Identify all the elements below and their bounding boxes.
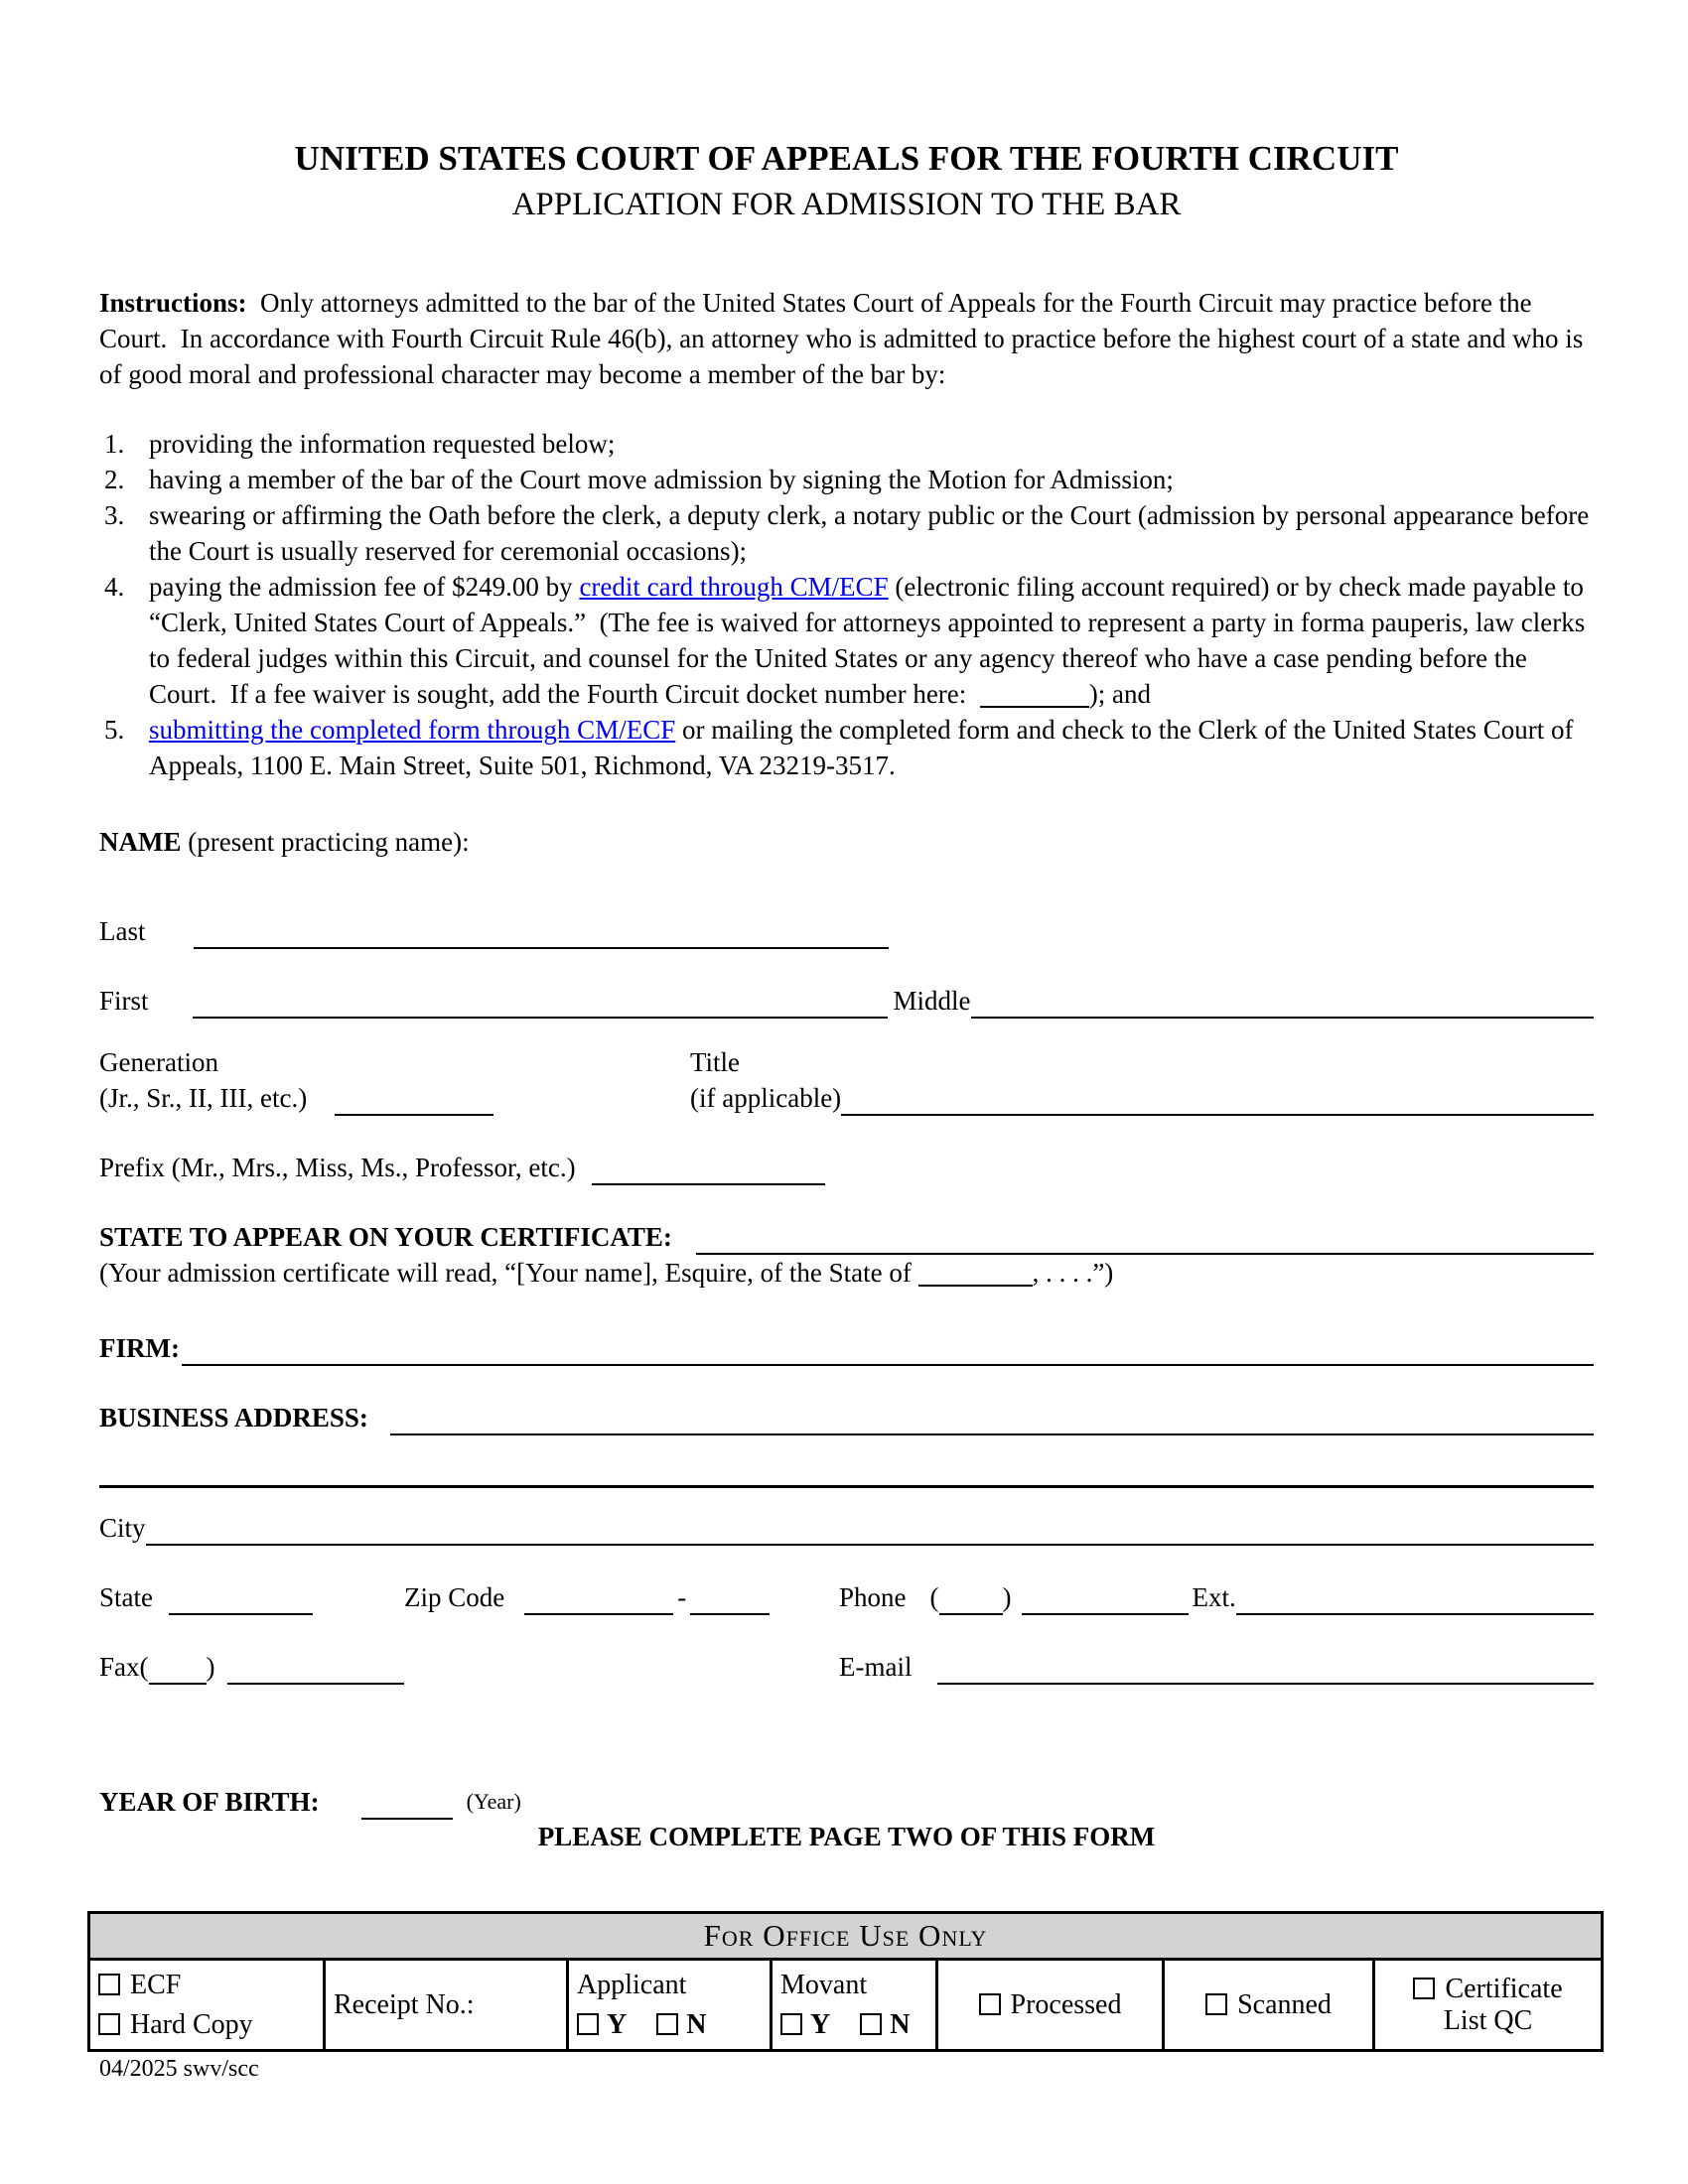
email-group — [839, 1649, 1594, 1685]
zip-label: Zip Code — [404, 1582, 505, 1612]
middle-name-label: Middle — [893, 986, 971, 1016]
business-address-row — [99, 1400, 1594, 1435]
zip-field-2[interactable] — [690, 1605, 770, 1615]
fax-email-row — [99, 1649, 1594, 1685]
step-3 — [99, 497, 1594, 569]
processed-checkbox[interactable] — [979, 1993, 1001, 2015]
generation-hint-row — [99, 1080, 690, 1116]
office-use-header: For Office Use Only — [89, 1913, 1603, 1960]
step-4-text-end: ); and — [1088, 679, 1152, 709]
year-hint: (Year) — [466, 1789, 521, 1814]
phone-field[interactable] — [1022, 1605, 1189, 1615]
movant-yn — [780, 2009, 927, 2041]
movant-y-checkbox[interactable] — [780, 2013, 802, 2035]
applicant-yn — [577, 2009, 762, 2041]
title-column — [690, 1044, 1594, 1116]
firm-row — [99, 1330, 1594, 1366]
ext-label: Ext. — [1192, 1582, 1236, 1612]
step-1-number: 1. — [104, 429, 125, 459]
year-of-birth-field[interactable] — [361, 1810, 453, 1820]
certificate-hint — [99, 1255, 1594, 1291]
generation-column — [99, 1044, 690, 1116]
hard-copy-label: Hard Copy — [130, 2008, 253, 2040]
last-name-row — [99, 913, 1594, 949]
list-qc-line: List QC — [1443, 2004, 1533, 2036]
receipt-no-cell — [325, 1960, 568, 2051]
state-zip-phone-row — [99, 1579, 1594, 1615]
first-name-label: First — [99, 986, 149, 1016]
zip-field-1[interactable] — [524, 1605, 673, 1615]
email-field[interactable] — [937, 1675, 1594, 1685]
fax-paren-open: ( — [139, 1652, 149, 1682]
ecf-label: ECF — [130, 1969, 182, 2000]
step-4-text-pre: paying the admission fee of $249.00 by — [149, 572, 580, 602]
step-2-number: 2. — [104, 465, 125, 494]
applicant-n-checkbox[interactable] — [656, 2013, 678, 2035]
state-zip-group — [99, 1579, 839, 1615]
certificate-label: Certificate — [1445, 1973, 1563, 2004]
fax-group — [99, 1649, 839, 1685]
state-label: State — [99, 1582, 153, 1612]
certificate-hint-pre: (Your admission certificate will read, “[Your name], Esquire, of the State of — [99, 1258, 918, 1288]
applicant-n-label: N — [686, 2008, 707, 2040]
cmecf-submit-form-link[interactable]: submitting the completed form through CM/ECF — [149, 715, 676, 745]
step-4 — [99, 569, 1594, 712]
phone-label: Phone — [839, 1582, 907, 1612]
certificate-line — [1383, 1974, 1593, 2005]
fax-field[interactable] — [227, 1675, 404, 1685]
generation-hint: (Jr., Sr., II, III, etc.) — [99, 1083, 308, 1113]
certificate-state-label: STATE TO APPEAR ON YOUR CERTIFICATE: — [99, 1222, 672, 1252]
phone-group — [839, 1579, 1594, 1615]
step-4-text — [149, 569, 1594, 712]
title-hint-row — [690, 1080, 1594, 1116]
movant-n-label: N — [890, 2008, 911, 2040]
fax-paren-close: ) — [206, 1652, 215, 1682]
year-of-birth-row — [99, 1784, 1594, 1820]
prefix-field[interactable] — [592, 1175, 825, 1185]
certificate-hint-post: , . . . .”) — [1032, 1258, 1114, 1288]
prefix-row — [99, 1150, 1594, 1185]
step-5 — [99, 712, 1594, 783]
step-2 — [99, 462, 1594, 497]
phone-paren-open: ( — [929, 1582, 939, 1612]
page-title: UNITED STATES COURT OF APPEALS FOR THE FOURTH CIRCUIT — [294, 139, 1399, 178]
business-address-field[interactable] — [390, 1426, 1594, 1435]
phone-paren-close: ) — [1002, 1582, 1012, 1612]
scanned-label: Scanned — [1237, 1988, 1332, 2020]
ecf-checkbox[interactable] — [98, 1974, 120, 1995]
generation-field[interactable] — [335, 1106, 493, 1116]
applicant-cell — [568, 1960, 772, 2051]
business-address-label: BUSINESS ADDRESS: — [99, 1403, 368, 1433]
instructions-body: Only attorneys admitted to the bar of the United States Court of Appeals for the Fourth Circuit may practice before the Court. In accordance with Fourth Circuit Rule 46(b), an attorney who is admitted to practice before the highest court of a state and who is of good moral and professional character may become a member of the bar by: — [99, 288, 1591, 389]
steps-list — [99, 426, 1594, 783]
step-5-text — [149, 712, 1594, 783]
middle-name-field[interactable] — [971, 1009, 1594, 1019]
first-name-field[interactable] — [193, 1009, 888, 1019]
movant-cell — [772, 1960, 937, 2051]
office-use-row — [89, 1960, 1603, 2051]
title-field[interactable] — [841, 1106, 1594, 1116]
scanned-cell — [1164, 1960, 1374, 2051]
page-subtitle: APPLICATION FOR ADMISSION TO THE BAR — [511, 187, 1182, 222]
certificate-state-field[interactable] — [696, 1245, 1594, 1255]
last-name-field[interactable] — [194, 939, 889, 949]
step-3-number: 3. — [104, 500, 125, 530]
step-1-text: providing the information requested below; — [149, 429, 616, 459]
fax-area-field[interactable] — [149, 1675, 207, 1685]
docket-number-field[interactable] — [980, 702, 1089, 708]
generation-label: Generation — [99, 1047, 218, 1077]
processed-cell — [937, 1960, 1164, 2051]
business-address-field-2[interactable] — [99, 1485, 1594, 1488]
movant-n-checkbox[interactable] — [860, 2013, 882, 2035]
state-field[interactable] — [169, 1605, 313, 1615]
step-2-text: having a member of the bar of the Court move admission by signing the Motion for Admission; — [149, 465, 1174, 494]
step-5-text-rest: or mailing the completed form and check to the Clerk of the United States Court of Appeals, 1100 E. Main Street, Suite 501, Richmond, VA 23219-3517. — [149, 715, 1579, 780]
name-section-heading — [99, 827, 1594, 858]
applicant-label: Applicant — [577, 1969, 687, 2000]
zip-dash: - — [677, 1582, 687, 1612]
title-label: Title — [690, 1047, 741, 1077]
ecf-option — [98, 1970, 315, 2001]
city-row — [99, 1510, 1594, 1546]
title-hint: (if applicable) — [690, 1083, 842, 1113]
certificate-list-qc-cell — [1374, 1960, 1603, 2051]
certificate-list-qc-checkbox[interactable] — [1413, 1978, 1435, 1999]
name-heading-rest: (present practicing name): — [181, 827, 470, 857]
name-heading-bold: NAME — [99, 827, 182, 857]
fax-label: Fax — [99, 1652, 140, 1682]
step-4-text-mid: (electronic filing account required) or by check made payable to “Clerk, United States Court of Appeals.” (The fee is waived for attorneys appointed to represent a party in forma pauperis, law clerks to federal judges within this Circuit, and counsel for the United States or any agency thereof who have a case pending before the Court. If a fee waiver is sought, add the Fourth Circuit docket number here: — [149, 572, 1593, 709]
hard-copy-checkbox[interactable] — [98, 2013, 120, 2035]
step-1 — [99, 426, 1594, 462]
applicant-y-label: Y — [607, 2008, 628, 2040]
first-middle-name-row — [99, 983, 1594, 1019]
cmecf-credit-card-link[interactable]: credit card through CM/ECF — [579, 572, 889, 602]
firm-field[interactable] — [182, 1356, 1594, 1366]
city-label: City — [99, 1513, 146, 1543]
ext-field[interactable] — [1236, 1605, 1594, 1615]
receipt-no-label: Receipt No.: — [334, 1988, 475, 2020]
generation-title-block — [99, 1044, 1594, 1116]
page-two-note: PLEASE COMPLETE PAGE TWO OF THIS FORM — [537, 1822, 1156, 1851]
step-3-text: swearing or affirming the Oath before the clerk, a deputy clerk, a notary public or the Court (admission by personal appearance before the Court is usually reserved for ceremonial occasions); — [149, 500, 1596, 566]
movant-y-label: Y — [810, 2008, 831, 2040]
email-label: E-mail — [839, 1652, 913, 1682]
certificate-state-row — [99, 1219, 1594, 1255]
year-of-birth-label: YEAR OF BIRTH: — [99, 1787, 320, 1817]
hard-copy-option — [98, 2009, 315, 2041]
certificate-state-inline-field[interactable] — [918, 1281, 1033, 1287]
step-4-number: 4. — [104, 572, 125, 602]
prefix-label: Prefix (Mr., Mrs., Miss, Ms., Professor, etc.) — [99, 1153, 576, 1182]
last-name-label: Last — [99, 916, 146, 946]
applicant-y-checkbox[interactable] — [577, 2013, 599, 2035]
form-revision-note: 04/2025 swv/scc — [99, 2056, 259, 2082]
movant-label: Movant — [780, 1969, 868, 2000]
processed-label: Processed — [1010, 1988, 1122, 2020]
city-field[interactable] — [146, 1536, 1594, 1546]
step-5-number: 5. — [104, 715, 125, 745]
firm-label: FIRM: — [99, 1333, 180, 1363]
phone-area-field[interactable] — [939, 1605, 1003, 1615]
filing-type-cell — [89, 1960, 325, 2051]
office-use-table — [87, 1911, 1604, 2052]
instructions-paragraph — [99, 285, 1594, 392]
instructions-label: Instructions: — [99, 288, 247, 318]
scanned-checkbox[interactable] — [1205, 1993, 1227, 2015]
